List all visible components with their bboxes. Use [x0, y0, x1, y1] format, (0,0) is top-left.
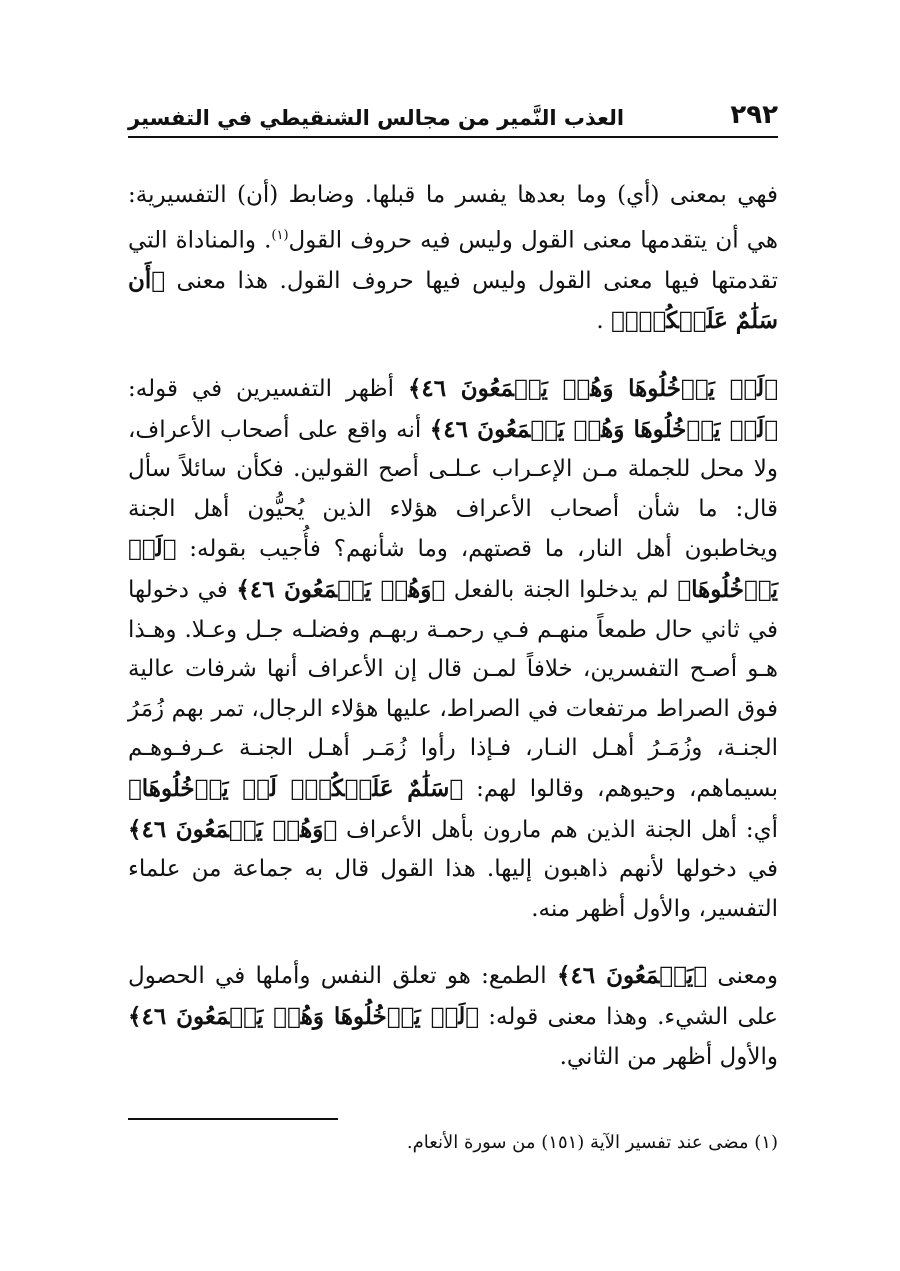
quran-quote: ﴿وَهُمۡ يَطۡمَعُونَ ٤٦﴾	[128, 815, 338, 843]
page-number: ٢٩٢	[730, 100, 778, 130]
book-title: العذب النَّمير من مجالس الشنقيطي في التفسير	[128, 106, 625, 130]
quran-quote: ﴿لَمۡ يَدۡخُلُوهَا وَهُمۡ يَطۡمَعُونَ ٤٦﴾	[128, 1002, 480, 1030]
page	[128, 100, 779, 1153]
paragraph-1	[128, 176, 778, 342]
text-span: أظهر التفسيرين في قوله:	[128, 376, 408, 403]
quran-quote: ﴿لَمۡ يَدۡخُلُوهَا وَهُمۡ يَطۡمَعُونَ ٤٦﴾	[429, 415, 778, 443]
text-span: فهي بمعنى (أي) وما بعدها يفسر ما قبلها. وضابط (أن) التفسيرية: هي أن يتقدمها معنى القول وليس فيه حروف القول	[128, 182, 778, 254]
page-header	[128, 100, 778, 138]
text-span: أنه واقع على أصحاب الأعراف، ولا محل للجملة مـن الإعـراب عـلـى أصح القولين. فكأن سائلاً سأل قال: ما شأن أصحاب الأعراف هؤلاء الذين يُحيُّون أهل الجنة ويخاطبون أهل النار، ما قصتهم، وما شأنهم؟ فأُجيب بقوله:	[128, 416, 778, 563]
quran-quote: ﴿يَطۡمَعُونَ ٤٦﴾	[556, 962, 708, 990]
footnote-separator	[128, 1118, 338, 1120]
quran-quote: ﴿أَن سَلَٰمٌ عَلَيۡكُمۡۚ﴾	[128, 266, 778, 335]
quran-quote: ﴿لَمۡ يَدۡخُلُوهَا وَهُمۡ يَطۡمَعُونَ ٤٦﴾	[407, 375, 778, 403]
text-span: .	[596, 308, 611, 335]
main-text	[128, 176, 778, 1077]
quran-quote: ﴿سَلَٰمٌ عَلَيۡكُمۡۚ لَمۡ يَدۡخُلُوهَا﴾	[128, 774, 464, 802]
text-span: في دخولها في ثاني حال طمعاً منهـم فـي رحمـة ربهـم وفضلـه جـل وعـلا. وهـذا هـو أصـح التفسرين، خلافاً لمـن قال إن الأعراف أنها شرفات عالية فوق الصراط مرتفعات في الصراط، عليها هؤلاء الرجال، تمر بهم زُمَرُ الجنـة، وزُمَـرُ أهـل النـار، فـإذا رأوا زُمَـر أهـل الجنـة عـرفـوهـم بسيماهم، وحيوهم، وقالوا لهم:	[128, 577, 778, 802]
quran-quote: ﴿وَهُمۡ يَطۡمَعُونَ ٤٦﴾	[236, 576, 446, 603]
text-span: والأول أظهر من الثاني.	[559, 1043, 778, 1070]
paragraph-2	[128, 369, 778, 929]
text-span: ومعنى	[707, 963, 778, 990]
text-span: الطمع: هو تعلق النفس وأملها في الحصول على الشيء. وهذا معنى قوله:	[128, 963, 778, 1030]
text-span: أي: أهل الجنة الذين هم مارون بأهل الأعراف	[337, 816, 778, 843]
paragraph-3	[128, 956, 778, 1077]
text-span: في دخولها لأنهم ذاهبون إليها. هذا القول قال به جماعة من علماء التفسير، والأول أظهر منه.	[128, 856, 778, 922]
quran-quote: ﴿لَمۡ يَدۡخُلُوهَا﴾	[128, 535, 779, 603]
footnote: (١) مضى عند تفسير الآية (١٥١) من سورة الأنعام.	[406, 1132, 778, 1153]
text-span: . والمناداة التي تقدمتها فيها معنى القول وليس فيها حروف القول. هذا معنى	[128, 227, 778, 294]
text-span: لم يدخلوا الجنة بالفعل	[445, 577, 678, 603]
footnote-marker: (١)	[271, 227, 289, 243]
